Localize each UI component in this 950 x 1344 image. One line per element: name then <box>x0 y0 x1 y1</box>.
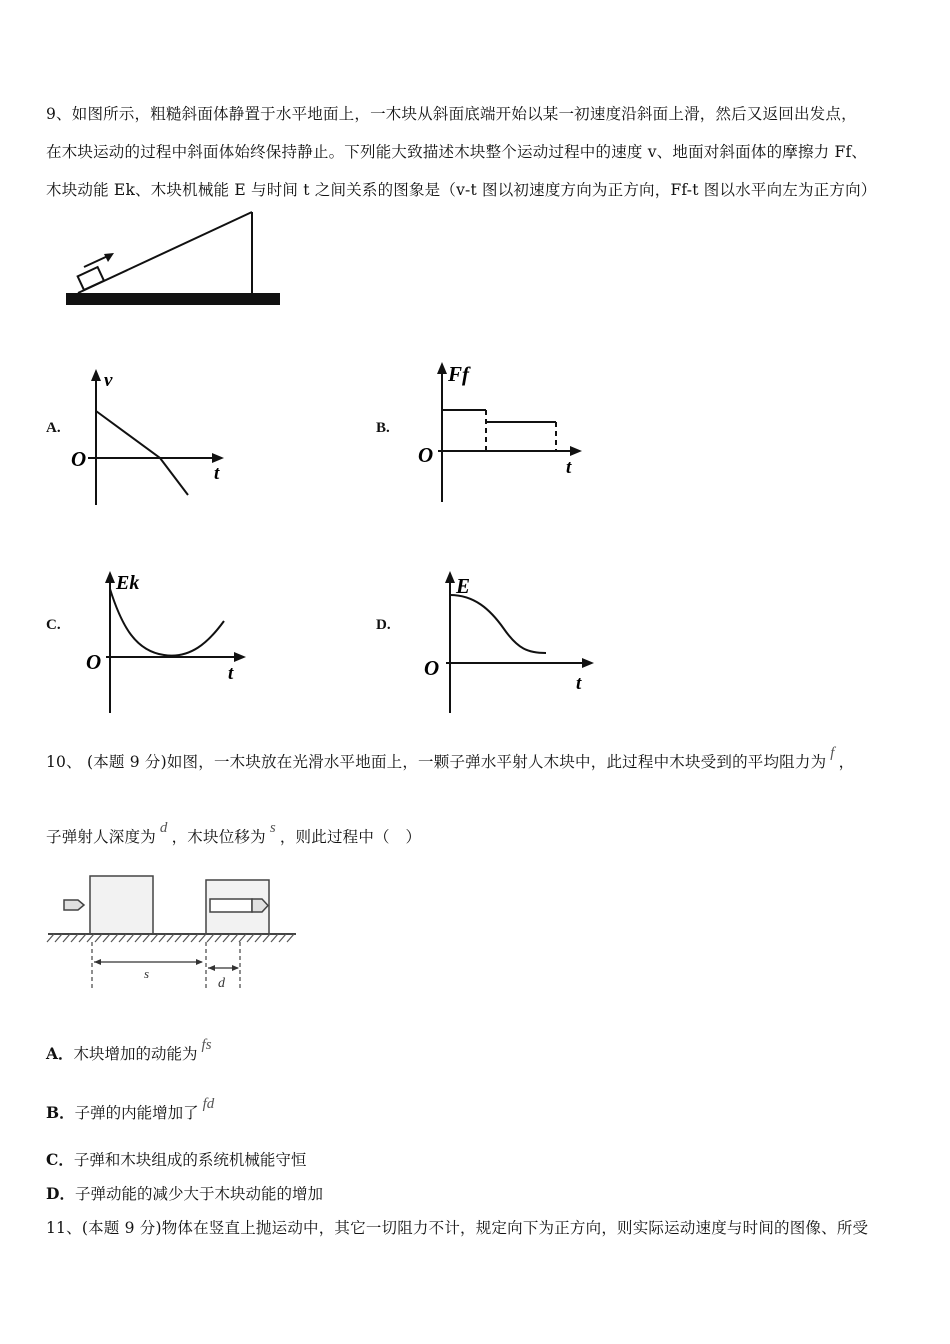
graph-b-origin: O <box>418 443 434 467</box>
graph-b-y-label: Ff <box>448 362 469 386</box>
incline-figure <box>60 205 290 320</box>
q10-option-c-label: C． <box>46 1150 74 1169</box>
figure-label-d: d <box>218 976 225 991</box>
q10-line-1 <box>46 745 855 772</box>
q9-line-3: 木块动能 Ek、木块机械能 E 与时间 t 之间关系的图象是（v-t 图以初速度方向为正方向，Ff-t 图以水平向左为正方向） <box>46 181 877 199</box>
graph-b-x-label: t <box>566 457 572 478</box>
q10-line-1-end: ， <box>838 753 855 771</box>
q10-option-c-text: 子弹和木块组成的系统机械能守恒 <box>73 1151 307 1169</box>
graph-a-y-label: v <box>104 370 113 391</box>
graph-d-mechanical-energy <box>420 565 605 715</box>
figure-label-s: s <box>144 966 150 981</box>
q9-option-c-label[interactable]: C. <box>46 617 61 633</box>
graph-c-y-label: Ek <box>116 572 140 594</box>
q10-line-2c: ，则此过程中（ ） <box>279 828 422 846</box>
graph-c-x-label: t <box>228 663 234 684</box>
q10-line-2b: ，木块位移为 <box>171 828 266 846</box>
q10-math-f: f <box>830 745 835 761</box>
q9-line-2: 在木块运动的过程中斜面体始终保持静止。下列能大致描述木块整个运动过程中的速度 v、地面对斜面体的摩擦力 Ff、 <box>46 143 868 161</box>
q9-option-d-label[interactable]: D. <box>376 617 391 633</box>
q10-option-b[interactable] <box>46 1096 218 1123</box>
graph-c-origin: O <box>86 650 102 674</box>
q10-option-d-label: D． <box>46 1184 75 1203</box>
graph-a-origin: O <box>71 447 87 471</box>
q10-option-a-label: A． <box>46 1044 74 1063</box>
q10-option-a-text: 木块增加的动能为 <box>73 1045 198 1063</box>
q10-option-d-text: 子弹动能的减少大于木块动能的增加 <box>74 1185 323 1203</box>
q10-option-a[interactable] <box>46 1037 216 1064</box>
q10-line-2 <box>46 820 422 847</box>
q9-option-b-label[interactable]: B. <box>376 420 390 436</box>
q10-line-1-text: 10、 (本题 9 分)如图，一木块放在光滑水平地面上，一颗子弹水平射人木块中，此过程中木块受到的平均阻力为 <box>46 753 827 771</box>
q10-option-b-label: B． <box>46 1103 75 1122</box>
graph-a-velocity <box>66 365 236 510</box>
q10-line-2a: 子弹射人深度为 <box>46 828 156 846</box>
q9-option-a-label[interactable]: A. <box>46 420 61 436</box>
graph-a-x-label: t <box>214 463 220 484</box>
graph-b-friction <box>414 356 589 504</box>
bullet-block-figure <box>44 868 304 996</box>
q11-line-1: 11、(本题 9 分)物体在竖直上抛运动中，其它一切阻力不计，规定向下为正方向，则实际运动速度与时间的图像、所受 <box>46 1219 869 1237</box>
graph-d-x-label: t <box>576 673 582 694</box>
q10-option-b-text: 子弹的内能增加了 <box>74 1104 199 1122</box>
q10-option-b-math: fd <box>202 1096 215 1112</box>
graph-d-y-label: E <box>456 574 471 598</box>
q10-option-a-math: fs <box>201 1037 212 1053</box>
q10-option-c[interactable] <box>46 1148 306 1170</box>
q9-line-1: 9、如图所示，粗糙斜面体静置于水平地面上，一木块从斜面底端开始以某一初速度沿斜面上滑，然后又返回出发点， <box>46 105 857 123</box>
q10-math-s: s <box>269 820 276 836</box>
q10-math-d: d <box>159 820 168 836</box>
q10-option-d[interactable] <box>46 1182 323 1204</box>
graph-d-origin: O <box>424 656 440 680</box>
graph-c-kinetic-energy <box>80 565 255 715</box>
